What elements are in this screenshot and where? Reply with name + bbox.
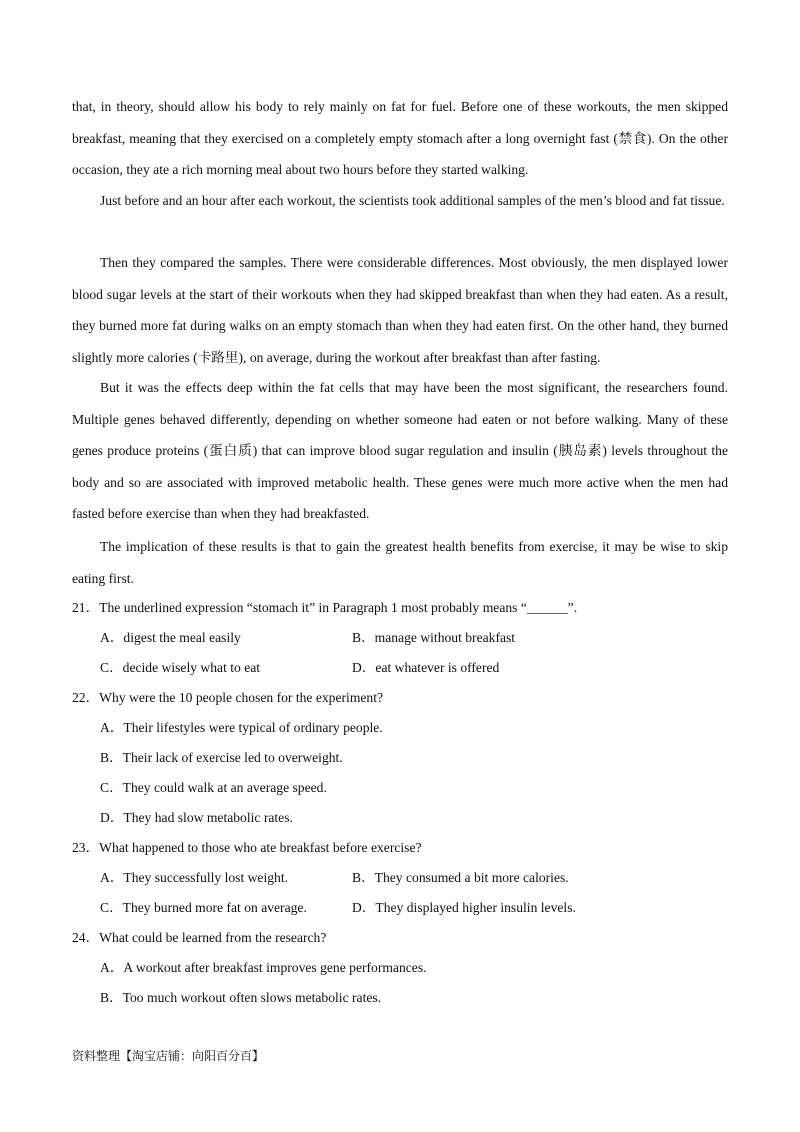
question-21-option-c: C．decide wisely what to eat bbox=[100, 660, 261, 675]
question-22-option-b: B．Their lack of exercise led to overweight. bbox=[100, 750, 343, 765]
question-23-option-b: B．They consumed a bit more calories. bbox=[352, 870, 569, 885]
passage-paragraph-2: Just before and an hour after each workout, the scientists took additional samples of the men’s blood and fat tissue. bbox=[100, 193, 725, 208]
passage-paragraph-1: that, in theory, should allow his body to rely mainly on fat for fuel. Before one of these workouts, the men skipped breakfast, meaning that they exercised on a completely empty stomach after a long overnight fast (禁食). On the other occasion, they ate a rich morning meal about two hours before they started walking. bbox=[72, 99, 728, 178]
question-24-stem: 24．What could be learned from the research? bbox=[72, 930, 327, 945]
passage-paragraph-3: Then they compared the samples. There were considerable differences. Most obviously, the men displayed lower blood sugar levels at the start of their workouts when they had skipped breakfast than when they had eaten. As a result, they burned more fat during walks on an empty stomach than when they had eaten first. On the other hand, they burned slightly more calories (卡路里), on average, during the workout after breakfast than after fasting. bbox=[72, 255, 728, 365]
question-21-option-d: D．eat whatever is offered bbox=[352, 660, 500, 675]
passage-paragraph-4: But it was the effects deep within the fat cells that may have been the most significant, the researchers found. Multiple genes behaved differently, depending on whether someone had eaten or not before walking. Many of these genes produce proteins (蛋白质) that can improve blood sugar regulation and insulin (胰岛素) levels throughout the body and so are associated with improved metabolic health. These genes were much more active when the men had fasted before exercise than when they had breakfasted. bbox=[72, 380, 728, 522]
passage-paragraph-5: The implication of these results is that to gain the greatest health benefits from exercise, it may be wise to skip eating first. bbox=[72, 539, 728, 586]
question-24-option-a: A．A workout after breakfast improves gene performances. bbox=[100, 960, 427, 975]
question-23-option-c: C．They burned more fat on average. bbox=[100, 900, 307, 915]
page-footer: 资料整理【淘宝店铺：向阳百分百】 bbox=[72, 1049, 265, 1063]
question-23-option-a: A．They successfully lost weight. bbox=[100, 870, 289, 885]
question-23-option-d: D．They displayed higher insulin levels. bbox=[352, 900, 576, 915]
question-24-option-b: B．Too much workout often slows metabolic rates. bbox=[100, 990, 382, 1005]
question-23-stem: 23．What happened to those who ate breakfast before exercise? bbox=[72, 840, 422, 855]
question-21-stem: 21．The underlined expression “stomach it” in Paragraph 1 most probably means “______”. bbox=[72, 600, 578, 615]
question-22-option-a: A．Their lifestyles were typical of ordinary people. bbox=[100, 720, 383, 735]
question-22-option-c: C．They could walk at an average speed. bbox=[100, 780, 327, 795]
question-21-option-b: B．manage without breakfast bbox=[352, 630, 516, 645]
question-21-option-a: A．digest the meal easily bbox=[100, 630, 241, 645]
question-22-stem: 22．Why were the 10 people chosen for the experiment? bbox=[72, 690, 384, 705]
question-22-option-d: D．They had slow metabolic rates. bbox=[100, 810, 293, 825]
